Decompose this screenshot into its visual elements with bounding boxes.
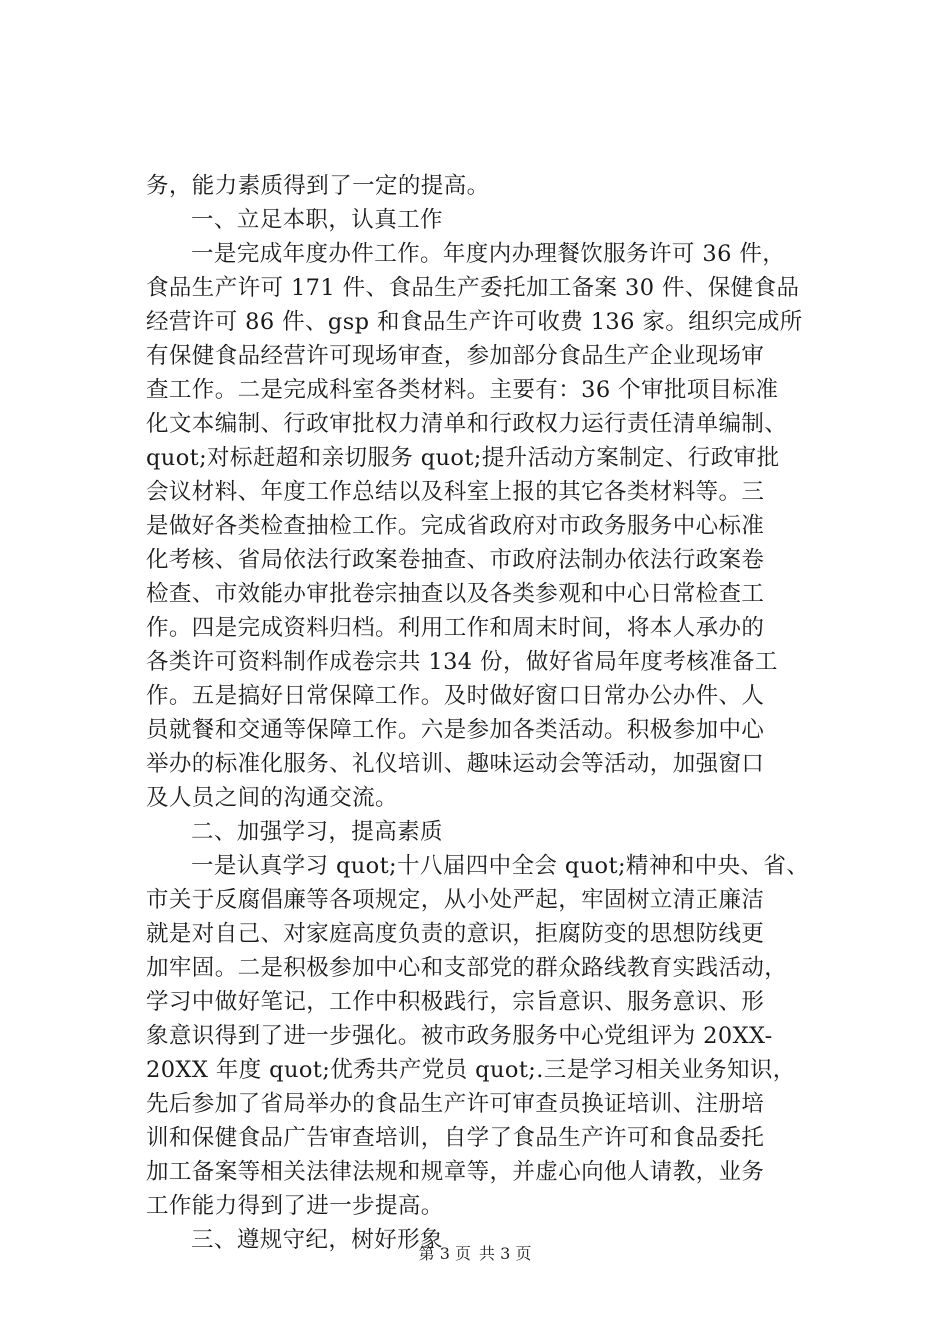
text-line: 会议材料、年度工作总结以及科室上报的其它各类材料等。三	[146, 479, 765, 505]
text-line: 20XX 年度 quot;优秀共产党员 quot;.三是学习相关业务知识，	[146, 1057, 796, 1083]
text-line: 是做好各类检查抽检工作。完成省政府对市政务服务中心标准	[146, 513, 765, 539]
page-number: 第 3 页	[418, 1244, 471, 1263]
text-line: quot;对标赶超和亲切服务 quot;提升活动方案制定、行政审批	[146, 445, 780, 471]
text-line: 先后参加了省局举办的食品生产许可审查员换证培训、注册培	[146, 1091, 765, 1117]
text-line: 加牢固。二是积极参加中心和支部党的群众路线教育实践活动，	[146, 955, 788, 981]
text-line: 训和保健食品广告审查培训，自学了食品生产许可和食品委托	[146, 1125, 765, 1151]
text-line: 加工备案等相关法律法规和规章等，并虚心向他人请教，业务	[146, 1159, 765, 1185]
text-line: 工作能力得到了进一步提高。	[146, 1193, 444, 1219]
section-heading-2: 二、加强学习，提高素质	[191, 819, 443, 845]
section-heading-1: 一、立足本职，认真工作	[191, 207, 443, 233]
paragraph-start: 一是认真学习 quot;十八届四中全会 quot;精神和中央、省、	[191, 853, 810, 879]
page-footer	[0, 1243, 950, 1265]
text-line: 化文本编制、行政审批权力清单和行政权力运行责任清单编制、	[146, 411, 788, 437]
text-line: 化考核、省局依法行政案卷抽查、市政府法制办依法行政案卷	[146, 547, 765, 573]
text-line: 就是对自己、对家庭高度负责的意识，拒腐防变的思想防线更	[146, 921, 765, 947]
text-line: 各类许可资料制作成卷宗共 134 份，做好省局年度考核准备工	[146, 649, 778, 675]
text-line: 经营许可 86 件、gsp 和食品生产许可收费 136 家。组织完成所	[146, 309, 803, 335]
text-line: 象意识得到了进一步强化。被市政务服务中心党组评为 20XX-	[146, 1023, 773, 1049]
text-line: 员就餐和交通等保障工作。六是参加各类活动。积极参加中心	[146, 717, 765, 743]
page-total: 共 3 页	[479, 1244, 532, 1263]
text-line: 有保健食品经营许可现场审查，参加部分食品生产企业现场审	[146, 343, 765, 369]
section-heading-3: 三、遵规守纪，树好形象	[191, 1227, 443, 1253]
text-line: 务，能力素质得到了一定的提高。	[146, 173, 490, 199]
text-line: 及人员之间的沟通交流。	[146, 785, 398, 811]
text-line: 举办的标准化服务、礼仪培训、趣味运动会等活动，加强窗口	[146, 751, 765, 777]
text-line: 检查、市效能办审批卷宗抽查以及各类参观和中心日常检查工	[146, 581, 765, 607]
text-line: 作。四是完成资料归档。利用工作和周末时间，将本人承办的	[146, 615, 765, 641]
text-line: 市关于反腐倡廉等各项规定，从小处严起，牢固树立清正廉洁	[146, 887, 765, 913]
text-line: 查工作。二是完成科室各类材料。主要有：36 个审批项目标准	[146, 377, 779, 403]
body-text	[146, 169, 836, 1257]
text-line: 学习中做好笔记，工作中积极践行，宗旨意识、服务意识、形	[146, 989, 765, 1015]
text-line: 作。五是搞好日常保障工作。及时做好窗口日常办公办件、人	[146, 683, 765, 709]
text-line: 食品生产许可 171 件、食品生产委托加工备案 30 件、保健食品	[146, 275, 800, 301]
paragraph-start: 一是完成年度办件工作。年度内办理餐饮服务许可 36 件，	[191, 241, 786, 267]
